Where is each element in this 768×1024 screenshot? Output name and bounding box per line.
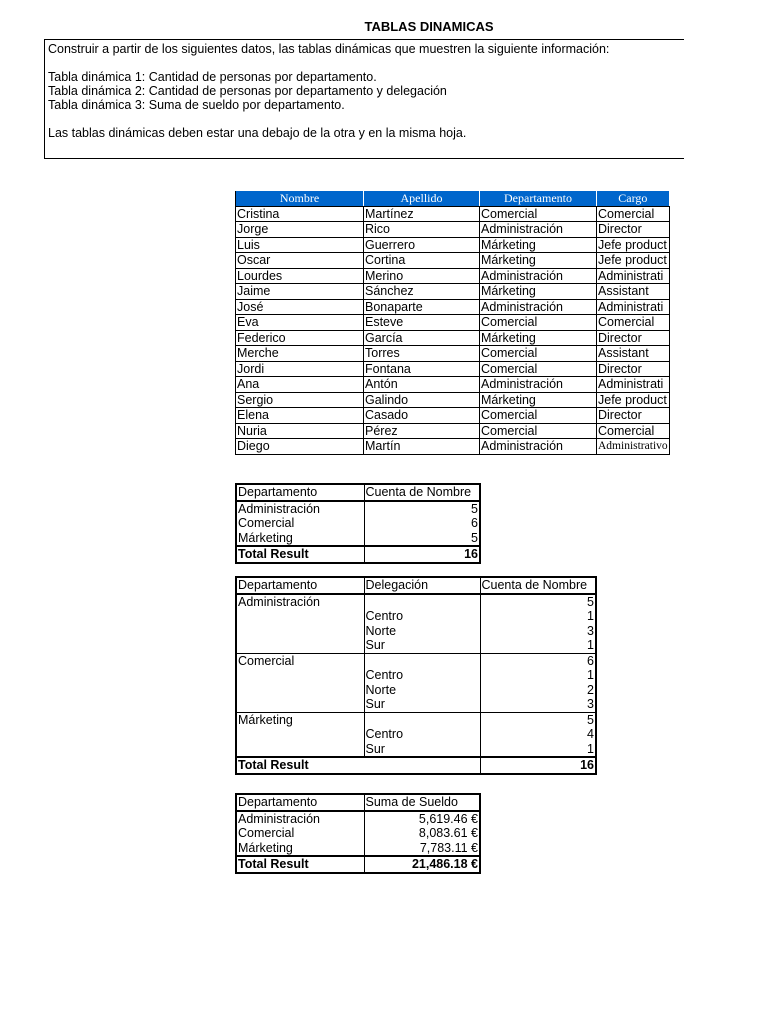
pivot-row xyxy=(236,638,596,653)
table-row xyxy=(236,222,670,238)
table-cell[interactable]: Márketing xyxy=(480,330,597,346)
column-header: Cargo xyxy=(597,191,670,207)
pivot-cell[interactable]: 5 xyxy=(480,594,596,610)
pivot-cell[interactable]: Sur xyxy=(364,638,480,653)
table-cell[interactable]: Bonaparte xyxy=(364,299,480,315)
pivot-cell[interactable]: 7,783.11 € xyxy=(364,841,480,857)
pivot-cell[interactable] xyxy=(364,594,480,610)
table-row xyxy=(236,206,670,222)
column-header: Departamento xyxy=(480,191,597,207)
pivot-cell[interactable]: Sur xyxy=(364,697,480,712)
table-cell[interactable]: Merche xyxy=(236,346,364,362)
pivot-cell[interactable]: Márketing xyxy=(236,531,364,547)
pivot-column-header[interactable]: Departamento xyxy=(236,484,364,501)
table-cell[interactable]: Antón xyxy=(364,377,480,393)
pivot-cell[interactable]: Administración xyxy=(236,811,364,827)
pivot-cell[interactable]: Centro xyxy=(364,727,480,742)
table-row xyxy=(236,253,670,269)
pivot-cell[interactable]: Comercial xyxy=(236,826,364,841)
pivot-cell[interactable] xyxy=(236,683,364,698)
table-cell[interactable]: Comercial xyxy=(480,408,597,424)
table-cell[interactable]: Sánchez xyxy=(364,284,480,300)
table-cell[interactable]: Director xyxy=(597,408,670,424)
pivot-cell[interactable] xyxy=(236,609,364,624)
pivot-header-row xyxy=(236,577,596,594)
table-cell[interactable]: Luis xyxy=(236,237,364,253)
table-cell[interactable]: Comercial xyxy=(597,206,670,222)
pivot-cell[interactable] xyxy=(236,668,364,683)
pivot-cell[interactable]: 1 xyxy=(480,668,596,683)
instructions-box xyxy=(44,39,684,159)
table-cell[interactable]: Administración xyxy=(480,377,597,393)
pivot-cell[interactable]: 5,619.46 € xyxy=(364,811,480,827)
column-header: Apellido xyxy=(364,191,480,207)
pivot-row xyxy=(236,624,596,639)
pivot-header-row xyxy=(236,794,480,811)
table-cell[interactable]: Casado xyxy=(364,408,480,424)
table-row xyxy=(236,361,670,377)
instructions-item: Tabla dinámica 1: Cantidad de personas por departamento. xyxy=(48,70,377,84)
column-header: Nombre xyxy=(236,191,364,207)
table-cell[interactable]: Comercial xyxy=(480,315,597,331)
pivot-cell[interactable]: Comercial xyxy=(236,653,364,668)
pivot-total-value[interactable]: 21,486.18 € xyxy=(364,856,480,873)
table-cell[interactable]: Comercial xyxy=(597,423,670,439)
pivot-row xyxy=(236,697,596,712)
pivot-cell[interactable]: 1 xyxy=(480,638,596,653)
table-cell[interactable]: Administrati xyxy=(597,377,670,393)
pivot-cell[interactable] xyxy=(364,653,480,668)
table-cell[interactable]: Cortina xyxy=(364,253,480,269)
pivot-row xyxy=(236,609,596,624)
table-cell[interactable]: Cristina xyxy=(236,206,364,222)
table-row xyxy=(236,408,670,424)
pivot-row xyxy=(236,683,596,698)
table-cell[interactable]: Administrati xyxy=(597,268,670,284)
pivot-cell[interactable]: Márketing xyxy=(236,841,364,857)
table-cell[interactable]: Pérez xyxy=(364,423,480,439)
table-cell[interactable]: Comercial xyxy=(480,346,597,362)
table-cell[interactable]: Jefe product xyxy=(597,392,670,408)
table-cell[interactable]: Comercial xyxy=(480,361,597,377)
pivot-cell[interactable]: Comercial xyxy=(236,516,364,531)
table-row xyxy=(236,423,670,439)
pivot-cell[interactable] xyxy=(236,727,364,742)
table-cell[interactable]: Esteve xyxy=(364,315,480,331)
pivot-cell[interactable]: Centro xyxy=(364,609,480,624)
pivot-total-value[interactable]: 16 xyxy=(480,757,596,774)
pivot-cell[interactable]: Administración xyxy=(236,594,364,610)
pivot-cell[interactable] xyxy=(236,638,364,653)
pivot-column-header[interactable]: Cuenta de Nombre xyxy=(364,484,480,501)
table-cell[interactable]: Administración xyxy=(480,439,597,455)
pivot-total-row xyxy=(236,757,596,774)
table-cell[interactable]: Assistant xyxy=(597,346,670,362)
table-cell[interactable]: Comercial xyxy=(480,206,597,222)
pivot-total-row xyxy=(236,856,480,873)
pivot-cell[interactable] xyxy=(236,624,364,639)
table-row xyxy=(236,392,670,408)
table-cell[interactable]: Sergio xyxy=(236,392,364,408)
instructions-item: Tabla dinámica 2: Cantidad de personas por departamento y delegación xyxy=(48,84,447,98)
table-cell[interactable]: Galindo xyxy=(364,392,480,408)
table-cell[interactable]: Administración xyxy=(480,222,597,238)
pivot-row xyxy=(236,668,596,683)
table-row xyxy=(236,315,670,331)
table-cell[interactable]: Márketing xyxy=(480,253,597,269)
pivot-cell[interactable]: Centro xyxy=(364,668,480,683)
table-header-row xyxy=(236,191,670,207)
pivot-row xyxy=(236,727,596,742)
pivot-column-header[interactable]: Departamento xyxy=(236,794,364,811)
pivot-row xyxy=(236,501,480,517)
pivot-row xyxy=(236,712,596,727)
pivot-total-value[interactable]: 16 xyxy=(364,546,480,563)
table-cell[interactable]: Director xyxy=(597,330,670,346)
pivot-cell[interactable]: 1 xyxy=(480,609,596,624)
pivot-cell[interactable]: 4 xyxy=(480,727,596,742)
pivot-column-header[interactable]: Departamento xyxy=(236,577,364,594)
table-row xyxy=(236,377,670,393)
pivot-row xyxy=(236,841,480,857)
pivot-cell[interactable]: Sur xyxy=(364,742,480,758)
pivot-total-label[interactable]: Total Result xyxy=(236,546,364,563)
pivot-cell[interactable]: 5 xyxy=(480,712,596,727)
pivot-cell[interactable]: Márketing xyxy=(236,712,364,727)
table-cell[interactable]: Director xyxy=(597,222,670,238)
table-cell[interactable]: Martínez xyxy=(364,206,480,222)
pivot-table-salary-by-department xyxy=(235,793,481,874)
table-cell[interactable]: Administrati xyxy=(597,299,670,315)
table-cell[interactable]: Márketing xyxy=(480,284,597,300)
pivot-column-header[interactable]: Cuenta de Nombre xyxy=(480,577,596,594)
pivot-cell[interactable]: Administración xyxy=(236,501,364,517)
pivot-row xyxy=(236,826,480,841)
table-row xyxy=(236,284,670,300)
table-cell[interactable]: Jefe product xyxy=(597,237,670,253)
pivot-row xyxy=(236,531,480,547)
table-cell[interactable]: Ana xyxy=(236,377,364,393)
pivot-total-row xyxy=(236,546,480,563)
table-cell[interactable]: Guerrero xyxy=(364,237,480,253)
table-cell[interactable]: Director xyxy=(597,361,670,377)
table-cell[interactable]: Fontana xyxy=(364,361,480,377)
table-row xyxy=(236,268,670,284)
table-cell[interactable]: Elena xyxy=(236,408,364,424)
table-cell[interactable]: José xyxy=(236,299,364,315)
table-cell[interactable]: Nuria xyxy=(236,423,364,439)
pivot-cell[interactable]: 5 xyxy=(364,531,480,547)
pivot-cell[interactable] xyxy=(236,697,364,712)
pivot-cell[interactable]: Norte xyxy=(364,624,480,639)
table-cell[interactable]: Federico xyxy=(236,330,364,346)
page-title: TABLAS DINAMICAS xyxy=(364,19,494,34)
instructions-intro: Construir a partir de los siguientes datos, las tablas dinámicas que muestren la siguiente información: xyxy=(48,42,610,56)
pivot-cell[interactable]: 6 xyxy=(364,516,480,531)
table-cell[interactable]: Oscar xyxy=(236,253,364,269)
table-row xyxy=(236,237,670,253)
pivot-cell[interactable] xyxy=(236,742,364,758)
table-row xyxy=(236,330,670,346)
pivot-row xyxy=(236,811,480,827)
table-cell[interactable]: Jorge xyxy=(236,222,364,238)
instructions-note: Las tablas dinámicas deben estar una debajo de la otra y en la misma hoja. xyxy=(48,126,467,140)
pivot-cell[interactable] xyxy=(364,712,480,727)
pivot-cell[interactable]: 6 xyxy=(480,653,596,668)
pivot-table-count-by-department-delegation xyxy=(235,576,597,775)
table-cell[interactable]: Rico xyxy=(364,222,480,238)
table-cell[interactable]: Comercial xyxy=(480,423,597,439)
table-cell[interactable]: Assistant xyxy=(597,284,670,300)
table-cell[interactable]: Márketing xyxy=(480,237,597,253)
pivot-total-label[interactable]: Total Result xyxy=(236,757,480,774)
table-cell[interactable]: Lourdes xyxy=(236,268,364,284)
pivot-table-count-by-department xyxy=(235,483,481,564)
table-cell[interactable]: Administración xyxy=(480,268,597,284)
pivot-column-header[interactable]: Suma de Sueldo xyxy=(364,794,480,811)
table-cell[interactable]: García xyxy=(364,330,480,346)
pivot-total-label[interactable]: Total Result xyxy=(236,856,364,873)
pivot-cell[interactable]: 5 xyxy=(364,501,480,517)
table-cell[interactable]: Administración xyxy=(480,299,597,315)
pivot-cell[interactable]: 3 xyxy=(480,624,596,639)
table-cell[interactable]: Comercial xyxy=(597,315,670,331)
pivot-header-row xyxy=(236,484,480,501)
pivot-column-header[interactable]: Delegación xyxy=(364,577,480,594)
table-row xyxy=(236,346,670,362)
table-row xyxy=(236,299,670,315)
pivot-cell[interactable]: 3 xyxy=(480,697,596,712)
table-cell[interactable]: Eva xyxy=(236,315,364,331)
pivot-cell[interactable]: Norte xyxy=(364,683,480,698)
pivot-row xyxy=(236,516,480,531)
pivot-row xyxy=(236,742,596,758)
pivot-cell[interactable]: 1 xyxy=(480,742,596,758)
instructions-item: Tabla dinámica 3: Suma de sueldo por departamento. xyxy=(48,98,345,112)
employee-data-table xyxy=(235,190,670,455)
table-cell[interactable]: Martín xyxy=(364,439,480,455)
table-cell[interactable]: Márketing xyxy=(480,392,597,408)
pivot-row xyxy=(236,594,596,610)
table-cell[interactable]: Diego xyxy=(236,439,364,455)
table-cell[interactable]: Jaime xyxy=(236,284,364,300)
table-row xyxy=(236,439,670,455)
table-cell[interactable]: Jefe product xyxy=(597,253,670,269)
table-cell[interactable]: Merino xyxy=(364,268,480,284)
table-cell[interactable]: Torres xyxy=(364,346,480,362)
table-cell[interactable]: Jordi xyxy=(236,361,364,377)
pivot-cell[interactable]: 2 xyxy=(480,683,596,698)
pivot-cell[interactable]: 8,083.61 € xyxy=(364,826,480,841)
table-cell[interactable]: Administrativo xyxy=(598,440,668,453)
pivot-row xyxy=(236,653,596,668)
